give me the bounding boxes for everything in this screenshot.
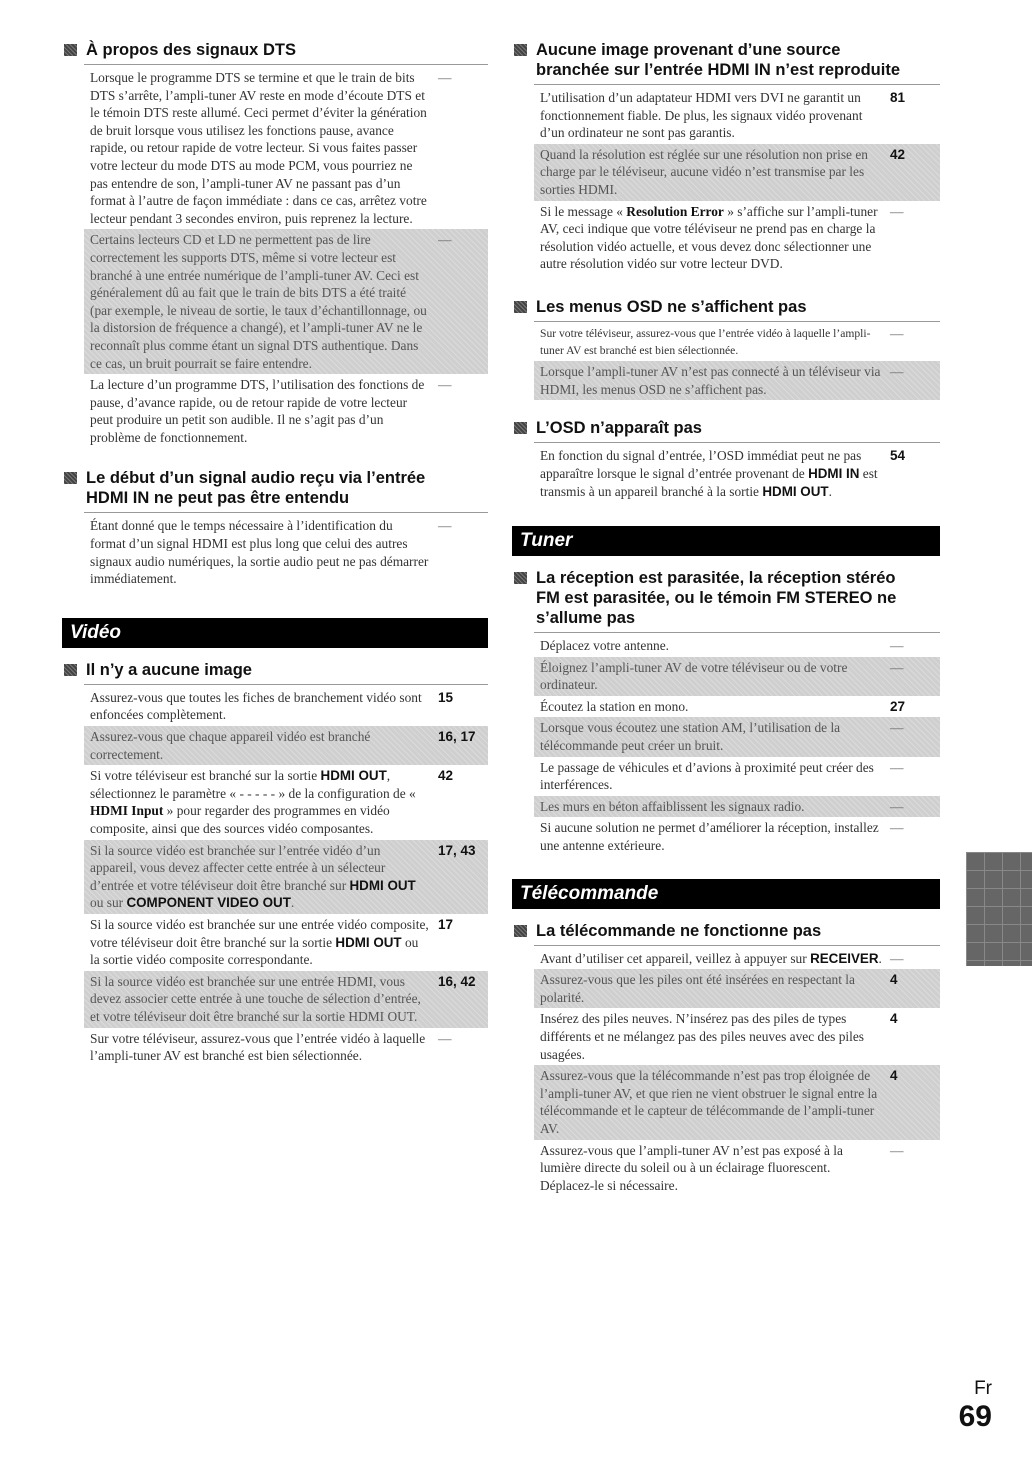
bullet-square-icon (514, 925, 527, 937)
bullet-square-icon (514, 572, 527, 584)
left-column (62, 40, 488, 1067)
section-heading-remote: La télécommande ne fonctionne pas (512, 921, 940, 941)
page-number: 69 (958, 1400, 992, 1433)
divider (84, 64, 488, 65)
list-item: Les murs en béton affaiblissent les signaux radio. — (534, 796, 940, 818)
bullet-square-icon (64, 44, 77, 56)
list-item: Déplacez votre antenne. — (540, 638, 904, 654)
list-item: Si la source vidéo est branchée sur l’entrée vidéo d’un appareil, vous devez affecter cette entrée à un sélecteur d’entrée et votre téléviseur doit être branché sur HDMI OUT ou sur COMPONENT VIDEO OUT. 17, 43 (84, 840, 488, 914)
list-item: Lorsque le programme DTS se termine et que le train de bits DTS s’arrête, l’ampli-tuner AV reste en mode d’écoute DTS et le témoin DTS reste allumé. Ceci permet d’éviter la génération de bruit lorsque vous utilisez les fonctions pause, avance rapide, ou retour rapide de votre lecteur. Si vous faites passer votre lecteur du mode DTS au mode PCM, vous pourriez ne pas entendre de son, l’ampli-tuner AV ne passant pas d’un format à l’autre de façon immédiate : dans ce cas, arrêtez votre lecteur pendant 3 secondes environ, puis reprenez la lecture. — (90, 70, 452, 226)
list-item: Insérez des piles neuves. N’insérez pas des piles de types différents et ne mélangez pas des piles neuves avec des piles usagées. 4 (540, 1011, 898, 1062)
bullet-square-icon (64, 664, 77, 676)
list-item: Lorsque l’ampli-tuner AV n’est pas connecté à un téléviseur via HDMI, les menus OSD ne s’affichent pas. — (534, 361, 940, 400)
list-item: Avant d’utiliser cet appareil, veillez à appuyer sur RECEIVER. — (540, 950, 904, 966)
list-item: Si la source vidéo est branchée sur une entrée vidéo composite, votre téléviseur doit être branché sur la sortie HDMI OUT ou la sortie vidéo composite correspondante. 17 (90, 916, 454, 968)
section-heading-reception: La réception est parasitée, la réception stéréo FM est parasitée, ou le témoin FM STEREO ne s’allume pas (512, 568, 940, 628)
bullet-square-icon (514, 301, 527, 313)
list-item: Le passage de véhicules et d’avions à proximité peut créer des interférences. — (540, 759, 904, 793)
section-banner-tuner: Tuner (512, 526, 940, 556)
chapter-tab (966, 852, 1032, 966)
list-item: Si la source vidéo est branchée sur une entrée HDMI, vous devez associer cette entrée à une touche de sélection d’entrée, et votre téléviseur doit être branché sur la sortie HDMI OUT. 16, 42 (84, 971, 488, 1028)
list-item: Étant donné que le temps nécessaire à l’identification du format d’un signal HDMI est plus long que celui des autres signaux audio numériques, la sortie audio peut ne pas démarrer immédiatement. — (90, 518, 452, 587)
bullet-square-icon (514, 422, 527, 434)
section-heading-dts: À propos des signaux DTS (62, 40, 488, 60)
list-item: Assurez-vous que les piles ont été insérées en respectant la polarité. 4 (534, 969, 940, 1008)
list-item: Assurez-vous que toutes les fiches de branchement vidéo sont enfoncées complètement. 15 (90, 689, 454, 723)
language-label: Fr (974, 1378, 992, 1399)
list-item: Assurez-vous que la télécommande n’est pas trop éloignée de l’ampli-tuner AV, et que rien ne vient obstruer le signal entre la télécommande et le capteur de télécommande de l’ampli-tuner AV. 4 (534, 1065, 940, 1139)
list-item: Lorsque vous écoutez une station AM, l’utilisation de la télécommande peut créer un bruit. — (534, 717, 940, 756)
divider (534, 945, 940, 946)
list-item: Assurez-vous que l’ampli-tuner AV n’est pas exposé à la lumière directe du soleil ou à un éclairage fluorescent. Déplacez-le si nécessaire. — (540, 1142, 904, 1193)
section-heading-no-image: Il n’y a aucune image (62, 660, 488, 680)
divider (84, 684, 488, 685)
list-item: Écoutez la station en mono. 27 (540, 698, 906, 714)
list-item: Quand la résolution est réglée sur une résolution non prise en charge par le téléviseur, aucune vidéo n’est transmise par les sorties HDMI. 42 (534, 144, 940, 201)
bullet-square-icon (514, 44, 527, 56)
list-item: Sur votre téléviseur, assurez-vous que l’entrée vidéo à laquelle l’ampli-tuner AV est branché est bien sélectionnée. — (540, 325, 904, 357)
section-banner-video: Vidéo (62, 618, 488, 648)
divider (534, 442, 940, 443)
list-item: Si aucune solution ne permet d’améliorer la réception, installez une antenne extérieure. — (540, 820, 904, 854)
section-heading-osd-menus: Les menus OSD ne s’affichent pas (512, 297, 940, 317)
list-item: Sur votre téléviseur, assurez-vous que l’entrée vidéo à laquelle l’ampli-tuner AV est branché est bien sélectionnée. — (90, 1030, 452, 1064)
list-item: Si le message « Resolution Error » s’affiche sur l’ampli-tuner AV, ceci indique que votre téléviseur ne prend pas en charge la résolution vidéo actuelle, et vous devez donc sélectionner une autre résolution vidéo sur votre lecteur DVD. — (540, 203, 904, 272)
divider (534, 321, 940, 322)
list-item: La lecture d’un programme DTS, l’utilisation des fonctions de pause, d’avance rapide, ou de retour rapide de votre lecteur peut produire un petit son audible. Il ne s’agit pas d’un problème de fonctionnement. — (90, 377, 452, 445)
section-heading-hdmi-audio: Le début d’un signal audio reçu via l’entrée HDMI IN ne peut pas être entendu (62, 468, 488, 508)
divider (534, 84, 940, 85)
list-item: Éloignez l’ampli-tuner AV de votre téléviseur ou de votre ordinateur. — (534, 657, 940, 696)
list-item: Assurez-vous que chaque appareil vidéo est branché correctement. 16, 17 (84, 726, 488, 765)
list-item: Certains lecteurs CD et LD ne permettent pas de lire correctement les supports DTS, même si votre lecteur est branché à une entrée numérique de l’ampli-tuner AV. Ceci est généralement dû au fait que le train de bits DTS a été traité (par exemple, le niveau de sortie, le taux d’échantillonnage, ou la distorsion de fréquence a changé), et l’ampli-tuner AV ne le reconnaît plus comme étant un signal DTS authentique. Dans ce cas, un bruit pourrait se faire entendre. — (84, 229, 488, 374)
section-banner-remote: Télécommande (512, 879, 940, 909)
list-item: En fonction du signal d’entrée, l’OSD immédiat peut ne pas apparaître lorsque le signal d’entrée provenant de HDMI IN est transmis à un appareil branché à la sortie HDMI OUT. 54 (540, 448, 906, 499)
section-heading-osd: L’OSD n’apparaît pas (512, 418, 940, 438)
bullet-square-icon (64, 472, 77, 484)
list-item: L’utilisation d’un adaptateur HDMI vers DVI ne garantit un fonctionnement fiable. De plus, les signaux vidéo provenant d’un ordinateur ne sont pas garantis. 81 (540, 90, 906, 141)
right-column (512, 40, 940, 1196)
divider (84, 512, 488, 513)
divider (534, 632, 940, 633)
section-heading-hdmi-image: Aucune image provenant d’une source branchée sur l’entrée HDMI IN n’est reproduite (512, 40, 940, 80)
list-item: Si votre téléviseur est branché sur la sortie HDMI OUT, sélectionnez le paramètre « - - - - - » de la configuration de « HDMI Input » pour regarder des programmes en vidéo composite, ainsi que des sources vidéo composantes. 42 (90, 768, 454, 836)
